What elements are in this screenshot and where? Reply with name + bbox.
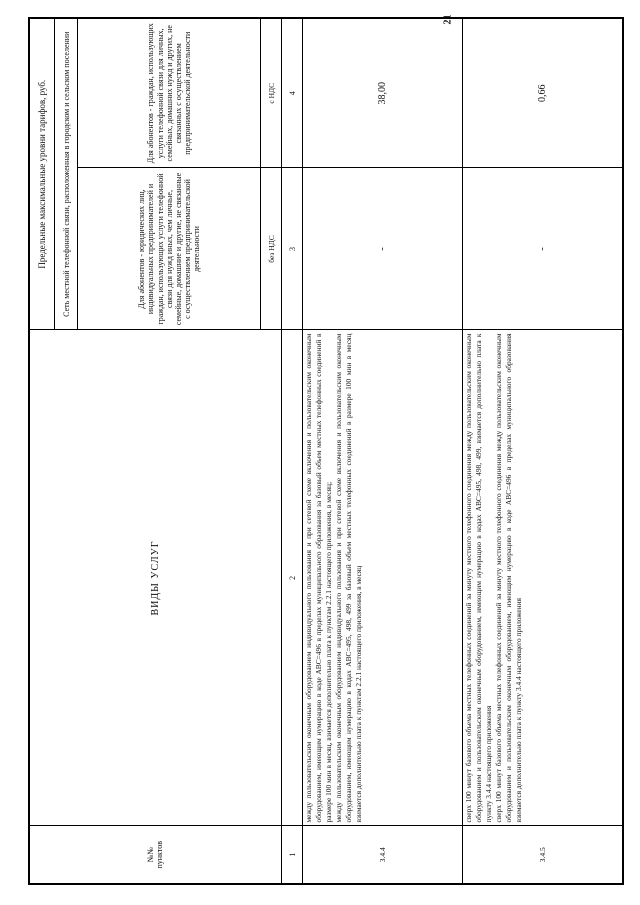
row-price-with-vat: 0,66 — [463, 18, 623, 168]
row-service-text — [463, 330, 623, 826]
column-number-1: 1 — [282, 826, 303, 884]
header-citizens: Для абонентов - граждан, использующих услуги телефонной связи для личных, семейных, домашних нужд и других, не связанных с осуществлением предпринимательской деятельности — [78, 18, 261, 168]
row-number: 3.4.5 — [463, 826, 623, 884]
row-number: 3.4.4 — [303, 826, 463, 884]
row-service-text-2: сверх 100 минут базового объема местных телефонных соединений за минуту местного телефонного соединения между пользовательским оконечным оборудованием и пользовательским оконечным оборудованием, имеющим нумерацию в коде АВС=496 в пределах муниципального образования взимается дополнительно плата к пункту 3.4.4 настоящего приложения — [494, 333, 524, 823]
column-number-3: 3 — [282, 168, 303, 330]
row-service-text-2: между пользовательским оконечным оборудованием индивидуального пользования и при сетевой схеме включения и пользовательским оконечным оборудованием, имеющим нумерацию в кодах АВС=495, 498, 499 за базовый объем местных телефонных соединений в размере 100 мин в месяц взимается дополнительно плата к пунктам 2.2.1 настоящего приложения, в месяц — [334, 333, 364, 823]
column-number-2: 2 — [282, 330, 303, 826]
row-price-without-vat: - — [463, 168, 623, 330]
row-service-text — [303, 330, 463, 826]
header-legal-entities: Для абонентов - юридических лиц, индивидуальных предпринимателей и граждан, использующих услуги телефонной связи для нужд иных, чем личные, семейные, домашние и другие, не связанные с осуществлением предпринимательской деятельности — [78, 168, 261, 330]
row-price-without-vat: - — [303, 168, 463, 330]
table-row — [303, 18, 463, 884]
row-price-with-vat: 38,00 — [303, 18, 463, 168]
row-service-text-1: сверх 100 минут базового объема местных телефонных соединений за минуту местного телефонного соединения между пользовательским оконечным оборудованием и пользовательским оконечным оборудованием, имеющим нумерацию в кодах АВС=495, 498, 499, взимается дополнительно плата к пункту 3.4.4 настоящего приложения — [464, 333, 494, 823]
header-col-number: №№ пунктов — [29, 826, 282, 884]
table-row — [463, 18, 623, 884]
header-with-vat: с НДС — [261, 18, 282, 168]
header-subgroup-title: Сеть местной телефонной связи, расположенная в городском и сельском поселении — [55, 18, 78, 330]
header-col-services: ВИДЫ УСЛУГ — [29, 330, 282, 826]
header-group-title: Предельные максимальные уровни тарифов, руб. — [29, 18, 55, 330]
tariff-table — [28, 14, 624, 885]
row-service-text-1: между пользовательским оконечным оборудованием индивидуального пользования и при сетевой схеме включения и пользовательским оконечным оборудованием, имеющим нумерацию в коде АВС=496 в пределах муниципального образования за базовый объем местных телефонных соединений в размере 100 мин в месяц, взимается дополнительно плата к пунктам 2.2.1 настоящего приложения, в месяц; — [304, 333, 334, 823]
header-without-vat: без НДС — [261, 168, 282, 330]
page-number: 21 — [442, 14, 454, 25]
column-number-4: 4 — [282, 18, 303, 168]
